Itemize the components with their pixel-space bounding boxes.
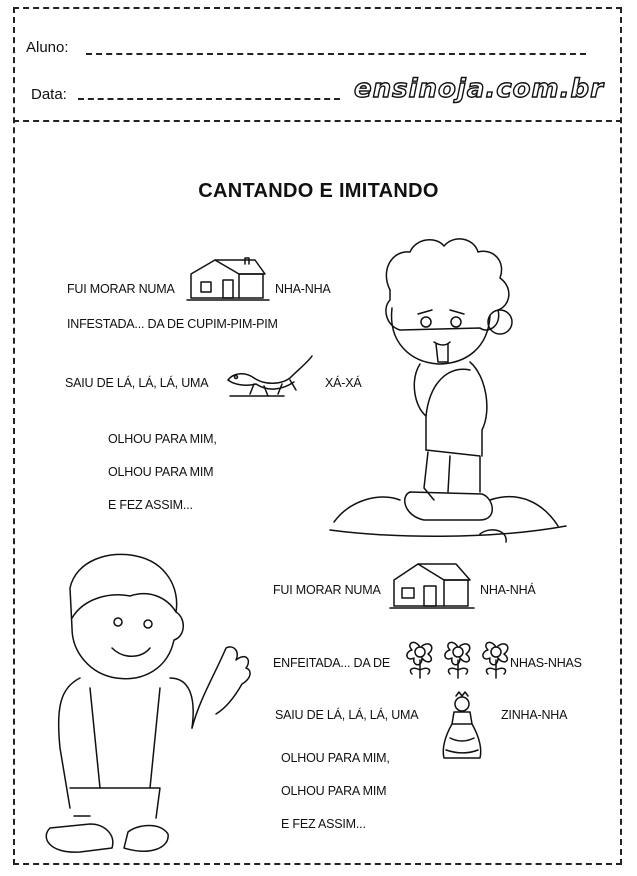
verse1-line5: OLHOU PARA MIM	[108, 465, 214, 479]
verse2-line3-a: SAIU DE LÁ, LÁ, LÁ, UMA	[275, 708, 419, 722]
boy-waving	[20, 548, 250, 858]
header-separator	[13, 120, 622, 122]
date-label: Data:	[31, 86, 67, 103]
verse1-line2: INFESTADA... DA DE CUPIM-PIM-PIM	[67, 317, 278, 331]
boy-tongue-out	[330, 230, 570, 540]
student-name-field[interactable]	[86, 53, 586, 55]
verse2-line3-b: ZINHA-NHA	[501, 708, 568, 722]
house-icon	[185, 256, 269, 302]
date-field[interactable]	[78, 98, 340, 100]
verse1-line1-a: FUI MORAR NUMA	[67, 282, 175, 296]
verse2-line2-a: ENFEITADA... DA DE	[273, 656, 391, 670]
verse1-line4: OLHOU PARA MIM,	[108, 432, 217, 446]
verse1-line1-b: NHA-NHA	[275, 282, 331, 296]
verse2-line5: OLHOU PARA MIM	[281, 784, 387, 798]
verse2-line2-b: NHAS-NHAS	[510, 656, 582, 670]
verse1-line3-b: XÁ-XÁ	[325, 376, 362, 390]
brand-logo: ensinoja.com.br	[354, 74, 604, 104]
flower-icon	[478, 638, 514, 678]
verse1-line3-a: SAIU DE LÁ, LÁ, LÁ, UMA	[65, 376, 209, 390]
lizard-icon	[224, 352, 316, 400]
house-icon	[390, 558, 474, 610]
page-title: CANTANDO E IMITANDO	[198, 180, 439, 202]
verse2-line1-b: NHA-NHÁ	[480, 583, 536, 597]
flower-icon	[402, 638, 438, 678]
verse2-line4: OLHOU PARA MIM,	[281, 751, 390, 765]
verse2-line6: E FEZ ASSIM...	[281, 817, 366, 831]
princess-icon	[440, 690, 484, 762]
flower-icon	[440, 638, 476, 678]
verse2-line1-a: FUI MORAR NUMA	[273, 583, 381, 597]
student-label: Aluno:	[26, 39, 69, 56]
verse1-line6: E FEZ ASSIM...	[108, 498, 193, 512]
